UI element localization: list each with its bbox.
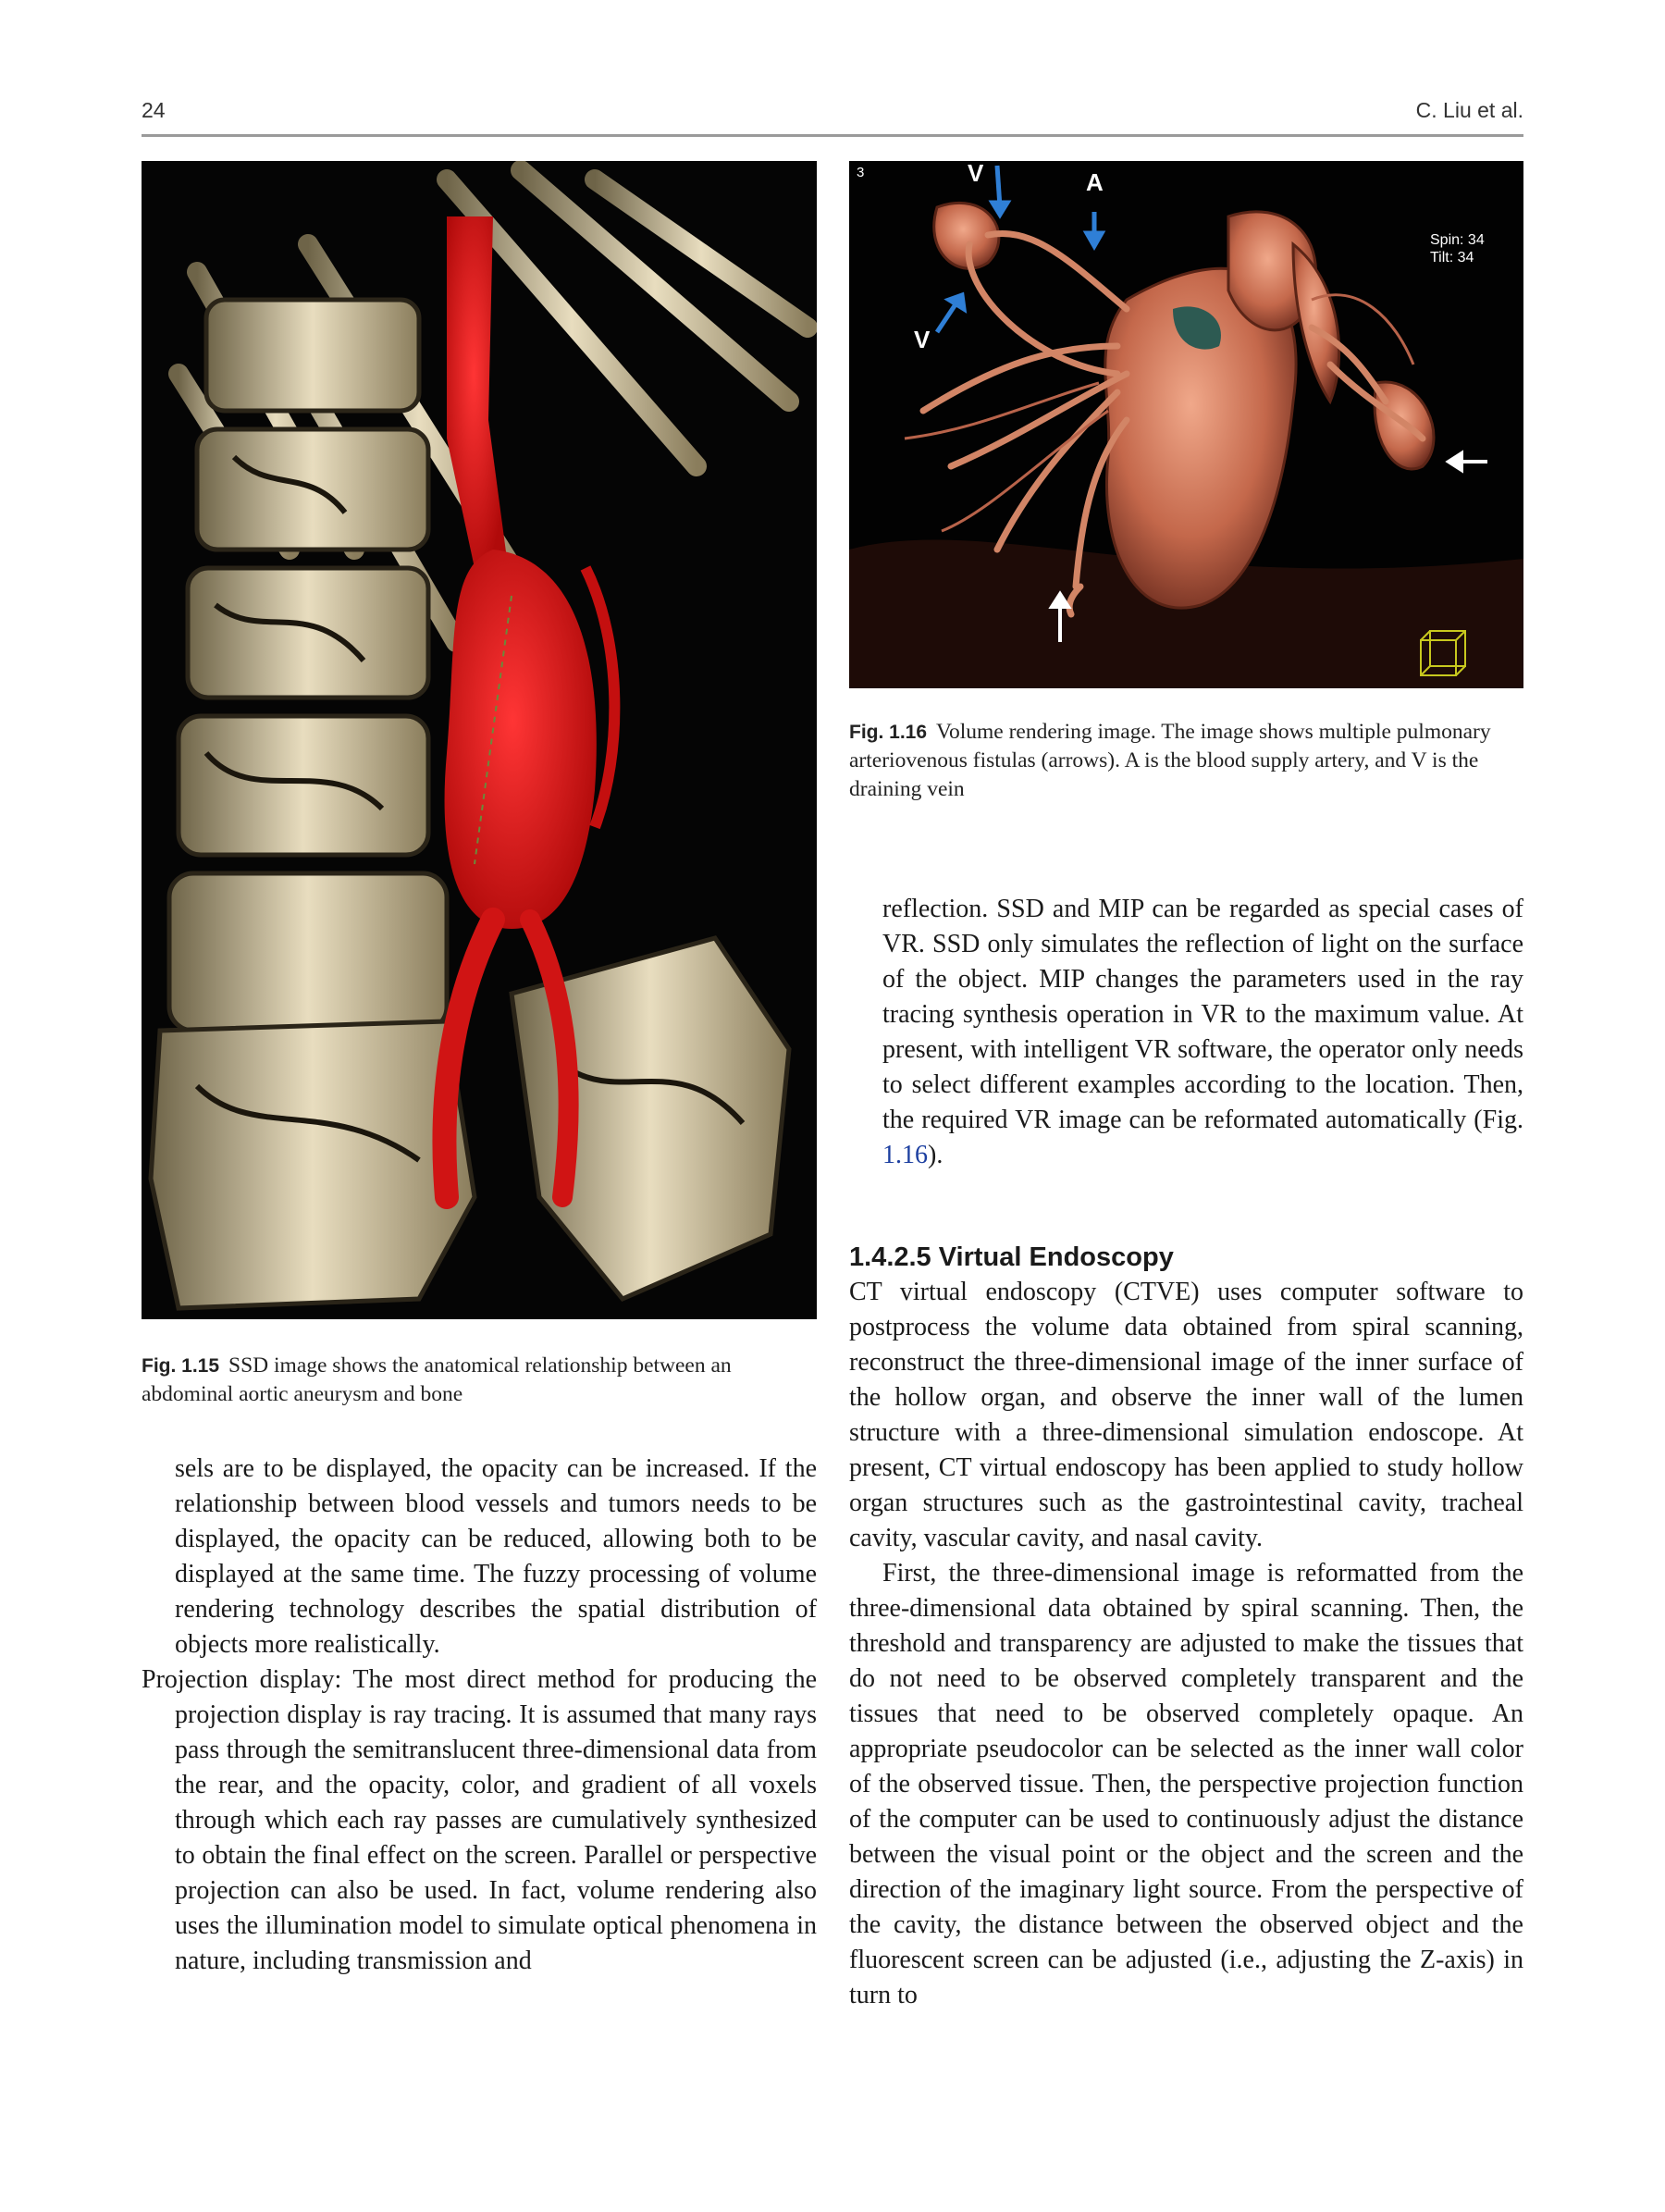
image-corner-number: 3	[857, 165, 865, 180]
spin-readout: Spin: 34	[1430, 232, 1485, 248]
label-v-top: V	[968, 161, 984, 187]
figure-1-15-image	[142, 161, 817, 1319]
header-rule	[142, 134, 1523, 137]
figure-1-16-caption-text: Volume rendering image. The image shows multiple pulmonary arteriovenous fistulas (arrows). A is the blood supply artery, and V is the draining vein	[849, 720, 1491, 801]
figure-1-15-caption	[142, 1352, 817, 1409]
figure-1-15-caption-text: SSD image shows the anatomical relationship between an abdominal aortic aneurysm and bone	[142, 1353, 732, 1406]
section-heading-virtual-endoscopy: 1.4.2.5 Virtual Endoscopy	[849, 1242, 1174, 1272]
running-header-authors: C. Liu et al.	[1415, 98, 1523, 122]
left-column-text	[142, 1452, 817, 1979]
paragraph-projection-display: Projection display: The most direct method for producing the projection display is ray tracing. It is assumed that many rays pass through the semitranslucent three-dimensional data from the rear, and the opacity, color, and gradient of all voxels through which each ray passes are cumulatively synthesized to obtain the final effect on the screen. Parallel or perspective projection can also be used. In fact, volume rendering also uses the illumination model to simulate optical phenomena in nature, including transmission and	[142, 1665, 817, 1975]
figure-reference-link[interactable]: 1.16	[882, 1141, 928, 1169]
label-v-left: V	[914, 326, 931, 353]
paragraph-opacity: sels are to be displayed, the opacity can be increased. If the relationship between blood vessels and tumors needs to be displayed, the opacity can be reduced, allowing both to be displayed at the same time. The fuzzy processing of volume rendering technology describes the spatial distribution of objects more realistically.	[175, 1454, 817, 1659]
tilt-readout: Tilt: 34	[1430, 250, 1474, 266]
paragraph-reflection: reflection. SSD and MIP can be regarded as special cases of VR. SSD only simulates the reflection of light on the surface of the object. MIP changes the parameters used in the ray tracing synthesis operation in VR to the maximum value. At present, with intelligent VR software, the operator only needs to select different examples according to the location. Then, the required VR image can be reformated automatically (Fig. 1.16).	[882, 895, 1523, 1169]
figure-1-15-label: Fig. 1.15	[142, 1355, 220, 1377]
paragraph-ctve: CT virtual endoscopy (CTVE) uses computer software to postprocess the volume data obtained from spiral scanning, reconstruct the three-dimensional image of the inner surface of the hollow organ, and observe the inner wall of the lumen structure with a three-dimensional simulation endoscope. At present, CT virtual endoscopy has been applied to study hollow organ structures such as the gastrointestinal cavity, tracheal cavity, vascular cavity, and nasal cavity.	[849, 1278, 1523, 1552]
ssd-aorta-bone-illustration	[142, 161, 817, 1319]
vr-pulmonary-avf-illustration	[849, 161, 1523, 688]
right-column-top-text	[849, 892, 1523, 1173]
paragraph-first: First, the three-dimensional image is reformatted from the three-dimensional data obtained by spiral scanning. Then, the threshold and transparency are adjusted to make the tissues that do not need to be observed completely transparent and the tissues that need to be observed completely opaque. An appropriate pseudocolor can be selected as the inner wall color of the observed tissue. Then, the perspective projection function of the computer can be used to continuously adjust the distance between the visual point or the object and the screen and the direction of the imaginary light source. From the perspective of the cavity, the distance between the observed object and the fluorescent screen can be adjusted (i.e., adjusting the Z-axis) in turn to	[849, 1559, 1523, 2009]
figure-1-16-image	[849, 161, 1523, 688]
right-column-bottom-text	[849, 1240, 1523, 2013]
page-number: 24	[142, 98, 166, 122]
figure-1-16-caption	[849, 718, 1523, 804]
figure-1-16-label: Fig. 1.16	[849, 722, 928, 743]
label-a: A	[1086, 168, 1104, 196]
